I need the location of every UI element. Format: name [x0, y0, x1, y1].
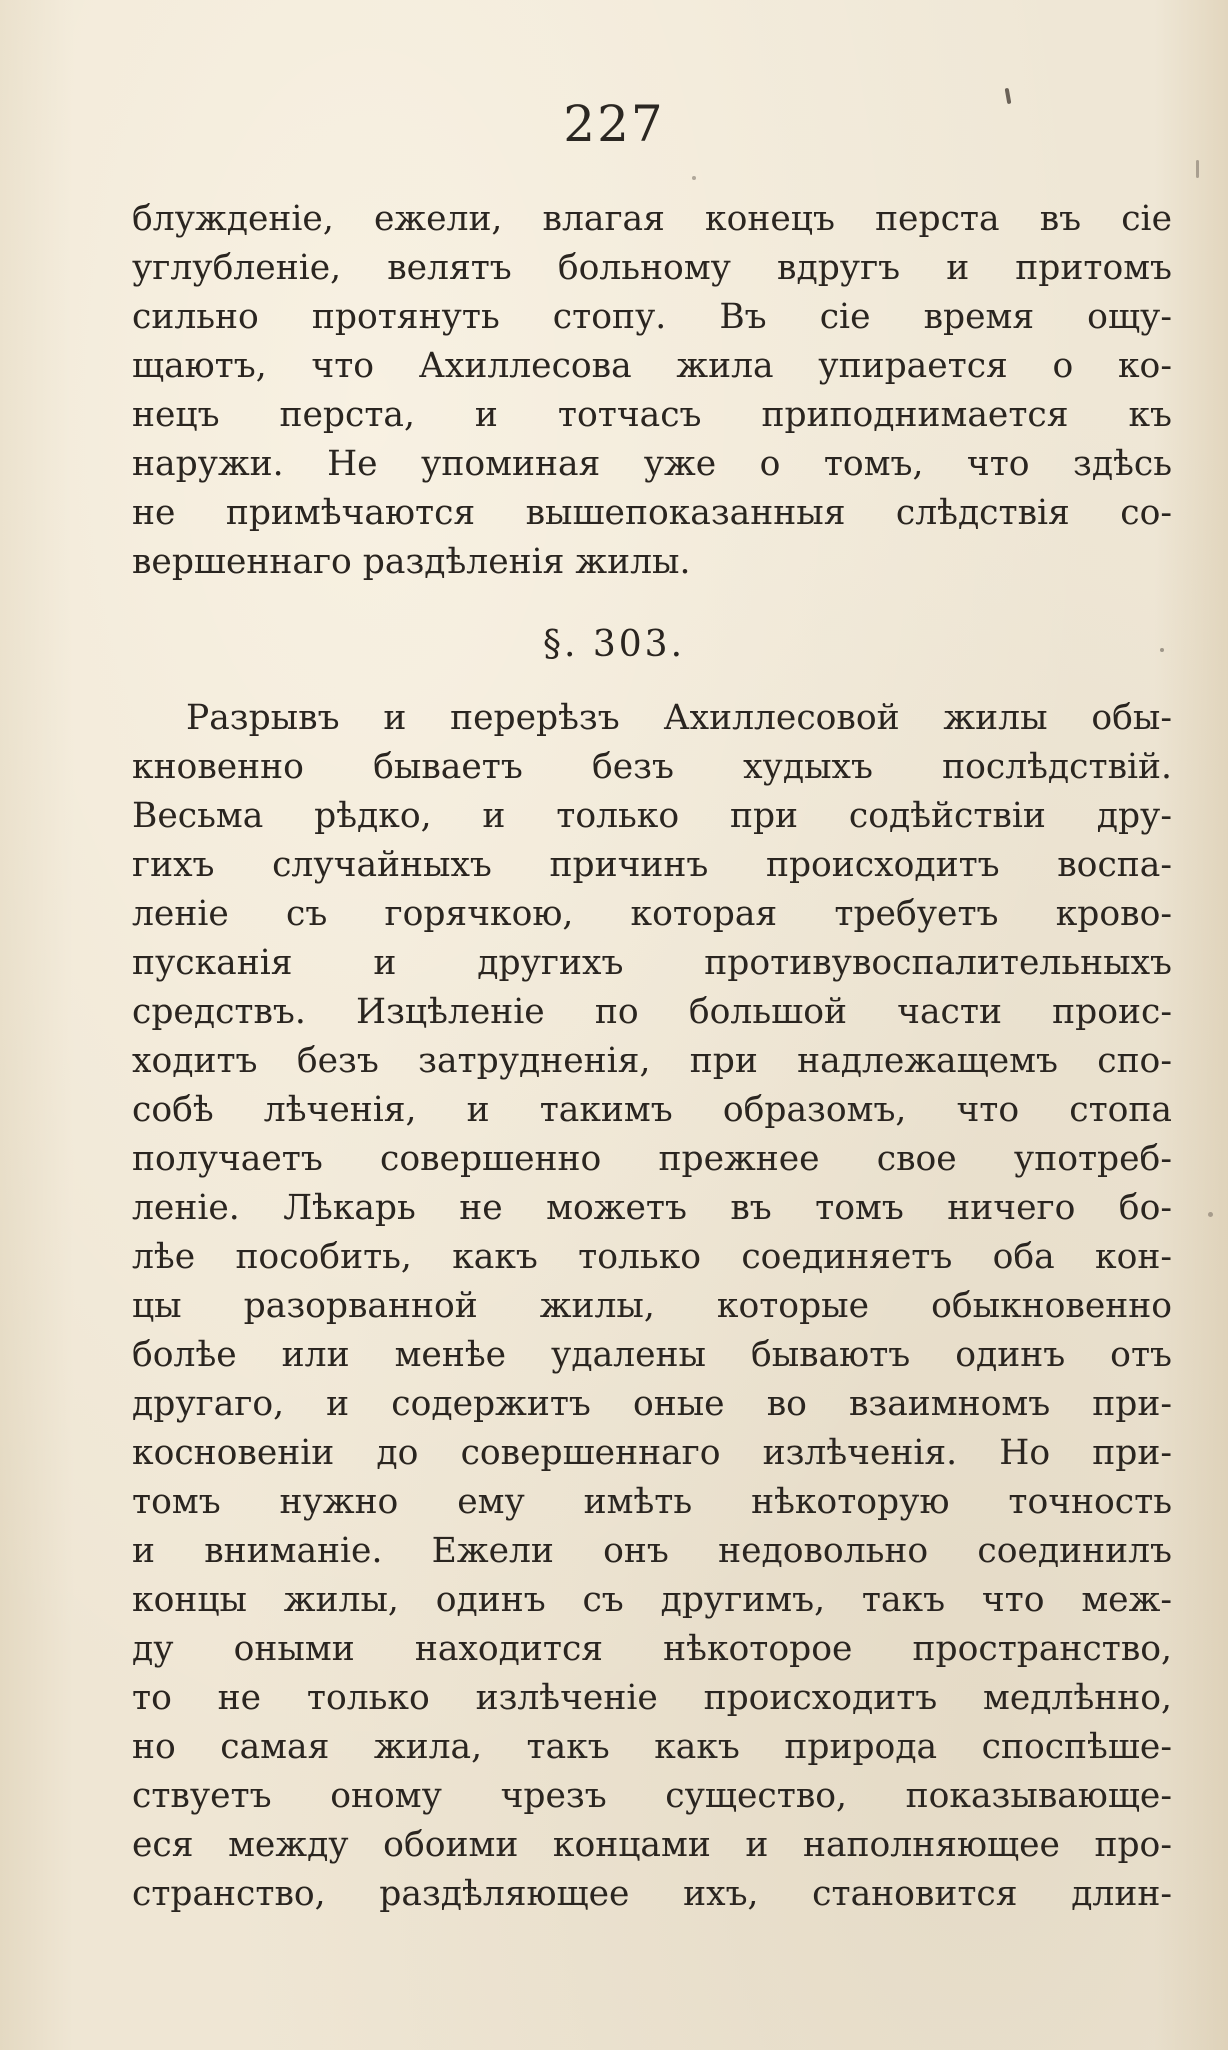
text-line: Весьма рѣдко, и только при содѣйствіи дру- — [132, 796, 1172, 836]
text-line: ствуетъ оному чрезъ существо, показывающе- — [132, 1776, 1172, 1816]
text-line: леніе съ горячкою, которая требуетъ крово- — [132, 894, 1172, 934]
text-line: леніе. Лѣкарь не можетъ въ томъ ничего бо- — [132, 1188, 1172, 1228]
text-line: блужденіе, ежели, влагая конецъ перста въ сіе — [132, 199, 1172, 239]
text-line: концы жилы, одинъ съ другимъ, такъ что меж- — [132, 1580, 1172, 1620]
text-line: косновеніи до совершеннаго излѣченія. Но при- — [132, 1433, 1172, 1473]
text-line: лѣе пособить, какъ только соединяетъ оба кон- — [132, 1237, 1172, 1277]
text-line: углубленіе, велятъ больному вдругъ и притомъ — [132, 248, 1172, 288]
text-line: ходитъ безъ затрудненія, при надлежащемъ спо- — [132, 1041, 1172, 1081]
text-line: то не только излѣченіе происходитъ медлѣнно, — [132, 1678, 1172, 1718]
text-line: не примѣчаются вышепоказанныя слѣдствія со- — [132, 493, 1172, 533]
text-line: но самая жила, такъ какъ природа споспѣше- — [132, 1727, 1172, 1767]
text-line: наружи. Не упоминая уже о томъ, что здѣсь — [132, 444, 1172, 484]
text-line: другаго, и содержитъ оные во взаимномъ при- — [132, 1384, 1172, 1424]
text-line: и вниманіе. Ежели онъ недовольно соединилъ — [132, 1531, 1172, 1571]
paper-speck — [692, 176, 696, 180]
text-line: получаетъ совершенно прежнее свое употреб- — [132, 1139, 1172, 1179]
text-line: нецъ перста, и тотчасъ приподнимается къ — [132, 395, 1172, 435]
text-line: странство, раздѣляющее ихъ, становится длин- — [132, 1874, 1172, 1914]
text-line: гихъ случайныхъ причинъ происходитъ воспа- — [132, 845, 1172, 885]
text-line: вершеннаго раздѣленія жилы. — [132, 542, 691, 582]
paragraph-1 — [132, 195, 1172, 587]
text-line: цы разорванной жилы, которые обыкновенно — [132, 1286, 1172, 1326]
text-line: Разрывъ и перерѣзъ Ахиллесовой жилы обы- — [186, 698, 1172, 738]
text-line: средствъ. Изцѣленіе по большой части проис- — [132, 992, 1172, 1032]
text-line: пусканія и другихъ противувоспалительныхъ — [132, 943, 1172, 983]
paper-speck — [1160, 648, 1164, 652]
text-line: щаютъ, что Ахиллесова жила упирается о ко- — [132, 346, 1172, 386]
text-line: сильно протянуть стопу. Въ сіе время ощу- — [132, 297, 1172, 337]
paragraph-2 — [132, 694, 1172, 1919]
text-line: томъ нужно ему имѣть нѣкоторую точность — [132, 1482, 1172, 1522]
text-line: еся между обоими концами и наполняющее про- — [132, 1825, 1172, 1865]
page-number: 227 — [563, 95, 665, 153]
text-line: болѣе или менѣе удалены бываютъ одинъ отъ — [132, 1335, 1172, 1375]
text-line: ду оными находится нѣкоторое пространство, — [132, 1629, 1172, 1669]
paper-speck — [1208, 1212, 1213, 1217]
text-line: собѣ лѣченія, и такимъ образомъ, что стопа — [132, 1090, 1172, 1130]
section-heading: §. 303. — [542, 624, 686, 665]
paper-speck — [1196, 160, 1199, 178]
text-line: кновенно бываетъ безъ худыхъ послѣдствій. — [132, 747, 1172, 787]
